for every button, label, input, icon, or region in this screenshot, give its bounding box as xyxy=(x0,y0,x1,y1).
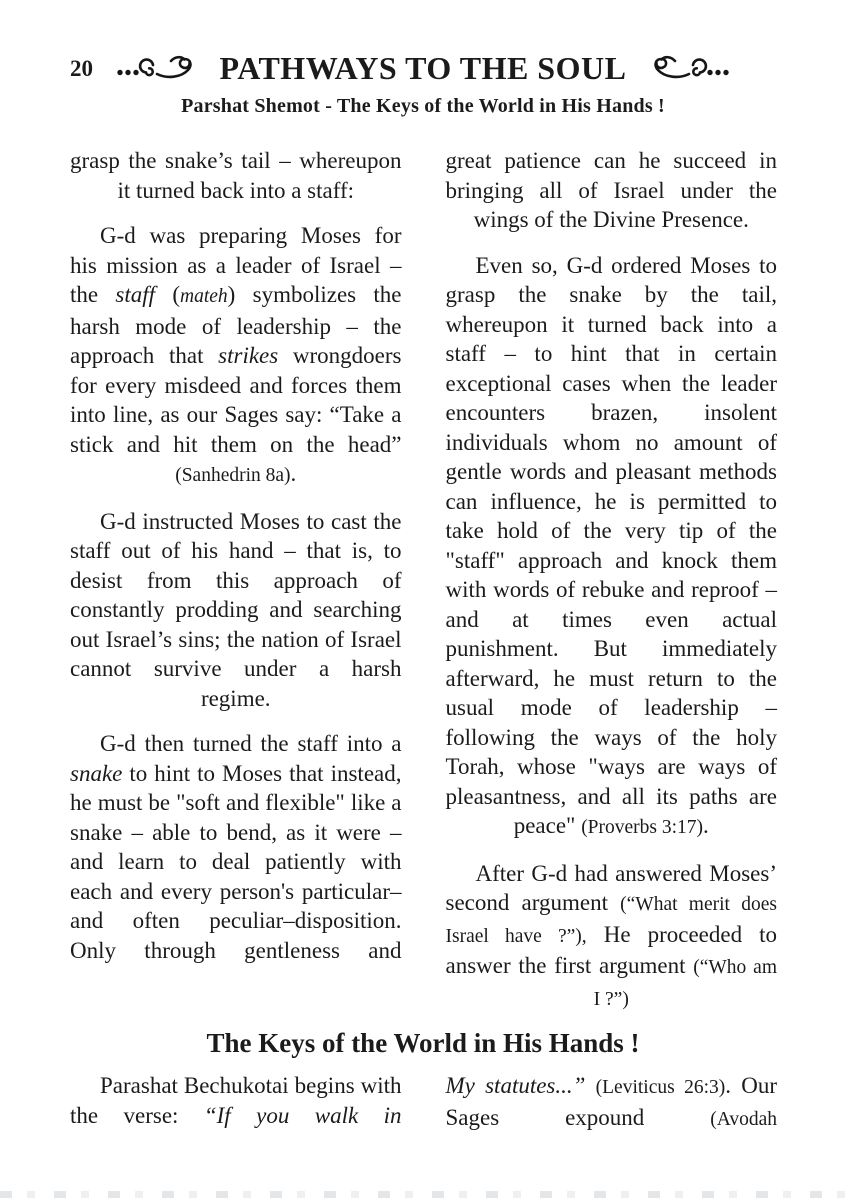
text-segment: “If you walk in xyxy=(203,1102,402,1128)
paragraph xyxy=(70,221,402,491)
section-left-column xyxy=(70,1071,402,1134)
text-segment: G-d instructed Moses to cast the staff out of his hand – that is, to desist from this approach of constantly prodding and searching out Israel’s sins; the nation of Israel cannot survive under a harsh regime. xyxy=(70,508,402,711)
text-segment: great patience can he succeed in bringing all of Israel under the wings of the Divine Presence. xyxy=(445,148,777,232)
scan-noise-strip xyxy=(0,1191,846,1198)
text-segment: G-d was preparing Moses for his mission as a leader of Israel – the xyxy=(70,223,402,307)
book-title-row xyxy=(0,50,846,86)
text-segment: (Sanhedrin 8a) xyxy=(175,465,291,486)
text-segment: to hint to Moses that instead, he must be "soft and flexible" like a snake – able to bend, as it were – and learn to deal patiently with each and every person's particular–and often peculiar–disposition. Only through gentleness and xyxy=(70,760,402,963)
text-segment: mateh xyxy=(180,286,228,307)
book-title: PATHWAYS TO THE SOUL xyxy=(219,50,627,86)
paragraph xyxy=(446,859,778,1015)
paragraph xyxy=(70,729,402,965)
paragraph xyxy=(70,1071,402,1130)
left-column xyxy=(70,146,402,1014)
text-segment: G-d then turned the staff into a xyxy=(100,731,402,756)
text-segment: He proceeded to answer the first argument xyxy=(445,921,778,978)
text-segment: strikes xyxy=(218,343,279,368)
text-segment xyxy=(585,1073,595,1098)
text-segment: snake xyxy=(70,760,123,786)
paragraph xyxy=(446,1071,778,1134)
text-segment: (“What merit does Israel have ?”), xyxy=(445,894,777,947)
text-segment: (“Who am I ?”) xyxy=(593,957,777,1010)
flourish-right-icon xyxy=(635,55,731,81)
text-segment: staff xyxy=(115,282,156,307)
section-text xyxy=(0,1071,846,1134)
text-segment: My statutes...” xyxy=(445,1073,586,1098)
text-segment: wrongdoers for every misdeed and forces them into line, as our Sages say: “Take a stick and hit them on the head” xyxy=(70,343,402,457)
right-column xyxy=(446,146,778,1014)
text-segment: ) symbolizes the harsh mode of leadership – the approach that xyxy=(70,282,402,368)
text-segment: After G-d had answered Moses’ second argument xyxy=(445,860,777,915)
text-segment: . Our Sages expound xyxy=(445,1073,777,1130)
text-segment: (Proverbs 3:17) xyxy=(581,817,704,838)
section-heading: The Keys of the World in His Hands ! xyxy=(206,1028,640,1058)
text-segment: . xyxy=(703,813,709,838)
flourish-left-icon xyxy=(115,55,211,81)
text-segment: (Avodah xyxy=(710,1108,777,1130)
page-number: 20 xyxy=(70,56,93,81)
text-segment: grasp the snake’s tail – whereupon it turned back into a staff: xyxy=(70,148,402,203)
text-segment: ( xyxy=(155,282,180,307)
main-text xyxy=(0,146,846,1014)
text-segment: Parashat Bechukotai begins with the verse: xyxy=(70,1073,402,1128)
paragraph xyxy=(446,146,778,235)
section-right-column xyxy=(446,1071,778,1134)
paragraph xyxy=(70,146,402,205)
paragraph xyxy=(70,507,402,714)
paragraph xyxy=(446,251,778,843)
page-subtitle: Parshat Shemot - The Keys of the World in His Hands ! xyxy=(181,95,665,117)
text-segment: (Leviticus 26:3) xyxy=(595,1077,726,1098)
page-header xyxy=(0,0,846,118)
text-segment: . xyxy=(290,461,297,486)
text-segment: Even so, G-d ordered Moses to grasp the snake by the tail, whereupon it turned back into a staff – to hint that in certain exceptional cases when the leader encounters brazen, insolent individuals whom no amount of gentle words and pleasant methods can influence, he is permitted to take hold of the very tip of the "staff" approach and knock them with words of rebuke and reproof – and at times even actual punishment. But immediately afterward, he must return to the usual mode of leadership – following the ways of the holy Torah, whose "ways are ways of pleasantness, and all its paths are peace" xyxy=(445,252,777,838)
